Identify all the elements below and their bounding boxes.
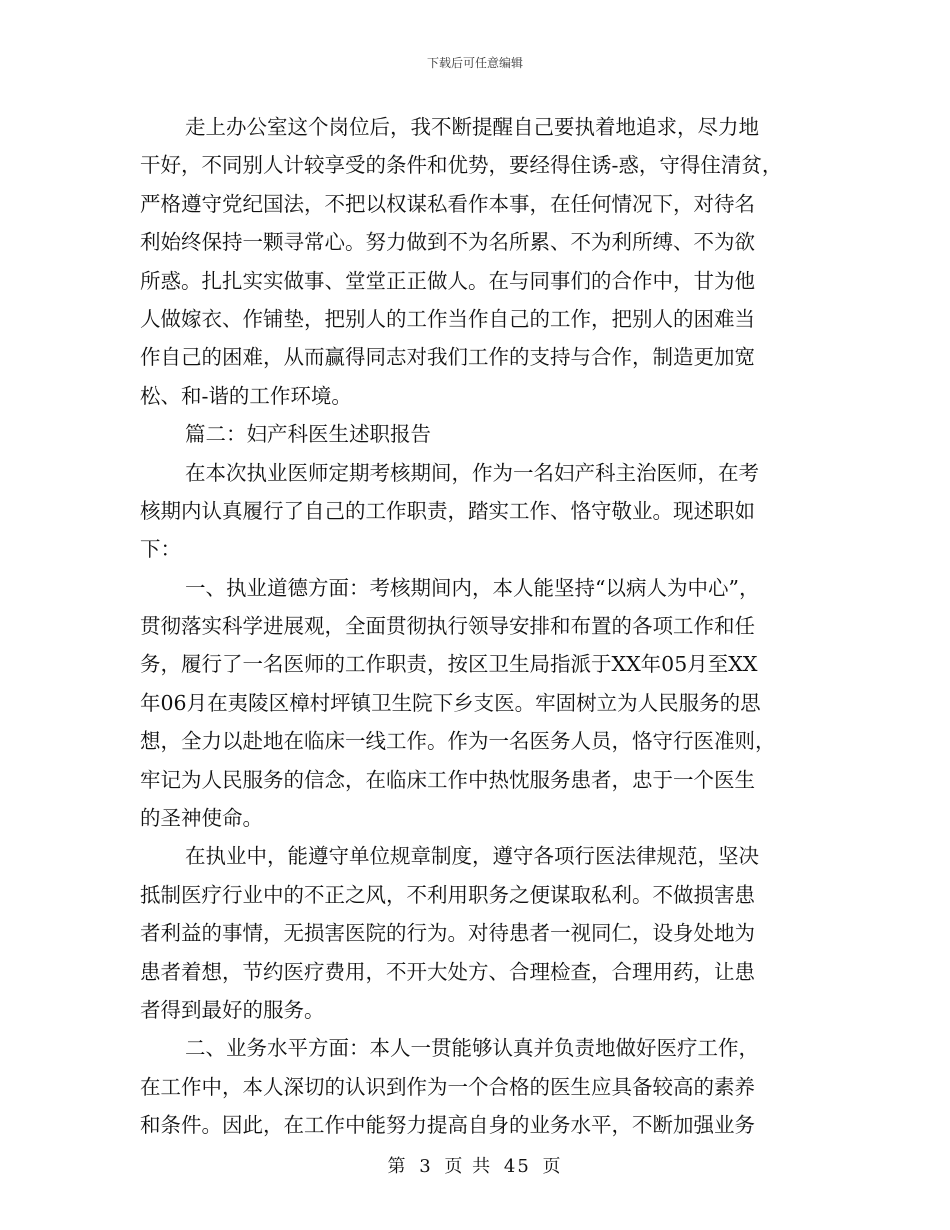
footer-middle: 页 共: [444, 1156, 493, 1177]
text-line: 松、和-谐的工作环境。: [140, 383, 352, 408]
text-line: 一、执业道德方面：考核期间内，本人能坚持“以病人为中心”，: [185, 575, 760, 600]
text-line: 年06月在夷陵区樟村坪镇卫生院下乡支医。牢固树立为人民服务的思: [140, 690, 761, 715]
text-line: 干好，不同别人计较享受的条件和优势，要经得住诱-惑，守得住清贫，: [140, 153, 783, 178]
total-page-count: 45: [503, 1156, 531, 1177]
text-line: 抵制医疗行业中的不正之风，不利用职务之便谋取私利。不做损害患: [140, 882, 755, 907]
text-line: 在执业中，能遵守单位规章制度，遵守各项行医法律规范，坚决: [185, 844, 759, 869]
footer-suffix: 页: [542, 1156, 563, 1177]
text-line: 想，全力以赴地在临床一线工作。作为一名医务人员，恪守行医准则，: [140, 729, 776, 754]
text-line: 在工作中，本人深切的认识到作为一个合格的医生应具备较高的素养: [140, 1074, 755, 1099]
current-page-number: 3: [419, 1156, 433, 1177]
text-line: 者得到最好的服务。: [140, 997, 325, 1022]
footer-prefix: 第: [387, 1156, 408, 1177]
text-line: 在本次执业医师定期考核期间，作为一名妇产科主治医师，在考: [185, 460, 759, 485]
text-line: 核期内认真履行了自己的工作职责，踏实工作、恪守敬业。现述职如: [140, 498, 755, 523]
document-body: [140, 108, 815, 1145]
text-line: 贯彻落实科学进展观，全面贯彻执行领导安排和布置的各项工作和任: [140, 614, 755, 639]
text-line: 严格遵守党纪国法，不把以权谋私看作本事，在任何情况下，对待名: [140, 191, 755, 216]
text-line: 二、业务水平方面：本人一贯能够认真并负责地做好医疗工作，: [185, 1036, 759, 1061]
text-line: 者利益的事情，无损害医院的行为。对待患者一视同仁，设身处地为: [140, 921, 755, 946]
text-line: 务，履行了一名医师的工作职责，按区卫生局指派于XX年05月至XX: [140, 652, 758, 677]
text-line: 牢记为人民服务的信念，在临床工作中热忱服务患者，忠于一个医生: [140, 767, 755, 792]
section-heading: 篇二：妇产科医生述职报告: [185, 422, 431, 447]
text-line: 利始终保持一颗寻常心。努力做到不为名所累、不为利所缚、不为欲: [140, 230, 755, 255]
text-line: 患者着想，节约医疗费用，不开大处方、合理检查，合理用药，让患: [140, 959, 755, 984]
text-line: 和条件。因此，在工作中能努力提高自身的业务水平，不断加强业务: [140, 1113, 755, 1138]
text-line: 作自己的困难，从而赢得同志对我们工作的支持与合作，制造更加宽: [140, 345, 755, 370]
page-footer: [0, 1152, 950, 1178]
text-line: 所惑。扎扎实实做事、堂堂正正做人。在与同事们的合作中，甘为他: [140, 268, 755, 293]
text-line: 的圣神使命。: [140, 806, 263, 831]
text-line: 人做嫁衣、作铺垫，把别人的工作当作自己的工作，把别人的困难当: [140, 306, 755, 331]
text-line: 走上办公室这个岗位后，我不断提醒自己要执着地追求，尽力地: [185, 115, 759, 139]
text-line: 下：: [140, 537, 181, 562]
page-header: 下载后可任意编辑: [426, 56, 523, 70]
